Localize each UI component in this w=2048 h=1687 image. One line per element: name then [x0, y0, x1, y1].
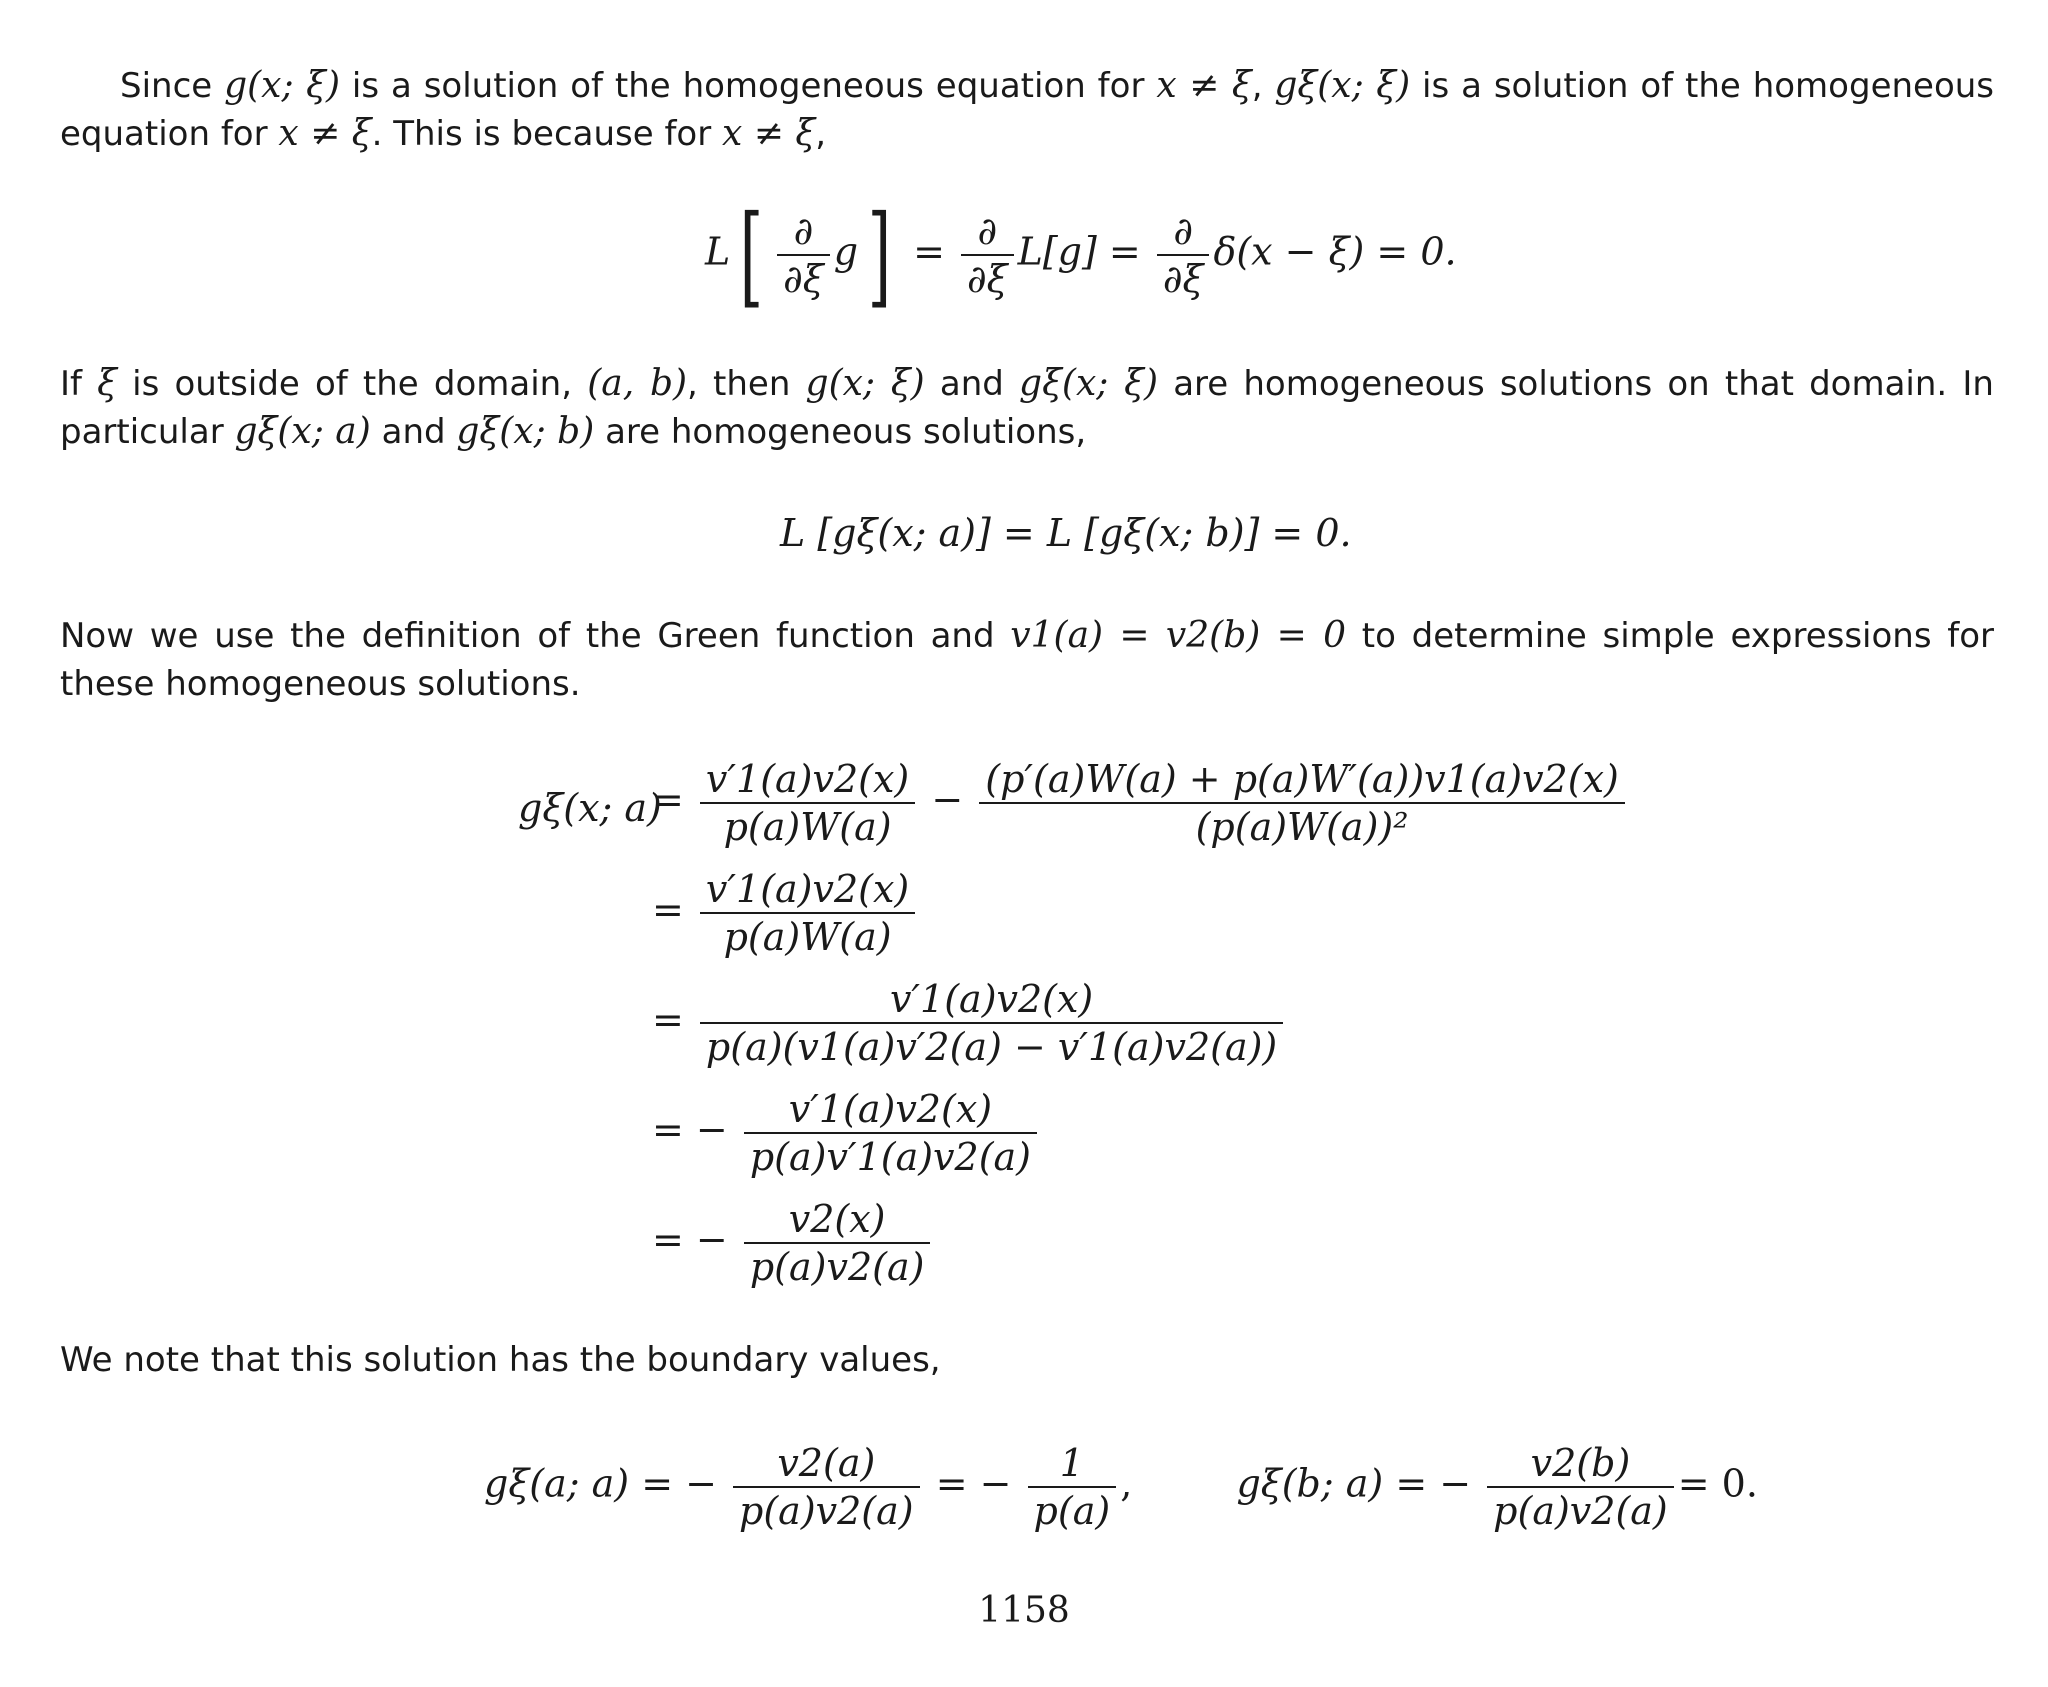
eq3-row-3: = $\frac{v'1(a)v2(x)}{p(a)(v1(a)v'2(a) - v'1(a)v2(a))}$	[652, 976, 1287, 1070]
equation-4: gξ(a; a) = − $\frac{v2(a)}{p(a)v2(a)}$ = − $\frac{1}{p(a)}$ , gξ(b; a) = − $\frac{v2(b)}{p(a)v2(a)}$ = 0.	[484, 1441, 1758, 1533]
eq3-row-2: = $\frac{v'1(a)v2(x)}{p(a)W(a)}$	[652, 866, 919, 960]
eq3-row-5: = − $\frac{v2(x)}{p(a)v2(a)}$	[652, 1196, 934, 1290]
math-inline: gξ(x; ξ)	[1274, 65, 1411, 106]
eq3-row-4: = − $\frac{v'1(a)v2(x)}{p(a)v'1(a)v2(a)}$	[652, 1086, 1041, 1180]
paragraph-2: If ξ is outside of the domain, (a, b), then g(x; ξ) and gξ(x; ξ) are homogeneous solutions on that domain. In particular gξ(x; a) and gξ(x; b) are homogeneous solutions,	[60, 363, 1994, 452]
partial-fraction: $\frac{\partial}{\partial\xi}$	[1157, 208, 1210, 302]
paragraph-1: Since g(x; ξ) is a solution of the homogeneous equation for x ≠ ξ, gξ(x; ξ) is a solution of the homogeneous equation for x ≠ ξ. This is because for x ≠ ξ,	[60, 65, 1995, 154]
math-inline: x ≠ ξ	[1156, 65, 1252, 106]
partial-fraction: $\frac{\partial}{\partial\xi}$	[777, 208, 830, 302]
equation-1: L[ $\frac{\partial}{\partial\xi}$ g] = $\frac{\partial}{\partial\xi}$ L[g] = $\frac{\partial}{\partial\xi}$ δ(x − ξ) = 0.	[705, 191, 1457, 319]
math-inline: x ≠ ξ	[722, 113, 816, 154]
paragraph-4: We note that this solution has the boundary values,	[60, 1340, 941, 1380]
equation-2: L [gξ(x; a)] = L [gξ(x; b)] = 0.	[780, 511, 1352, 555]
paragraph-3: Now we use the definition of the Green function and v1(a) = v2(b) = 0 to determine simple expressions for these homogeneous solutions.	[60, 615, 1995, 704]
math-inline: x ≠ ξ	[278, 113, 372, 154]
eq3-row-1: = $\frac{v'1(a)v2(x)}{p(a)W(a)}$ − $\frac{(p'(a)W(a) + p(a)W'(a))v1(a)v2(x)}{\text{(p(a)W(a))²}}$	[652, 756, 1629, 850]
partial-fraction: $\frac{\partial}{\partial\xi}$	[961, 208, 1014, 302]
page-number: 1158	[978, 1590, 1070, 1631]
math-inline: g(x; ξ)	[224, 65, 341, 106]
eq3-lhs: gξ(x; a)	[518, 786, 662, 830]
